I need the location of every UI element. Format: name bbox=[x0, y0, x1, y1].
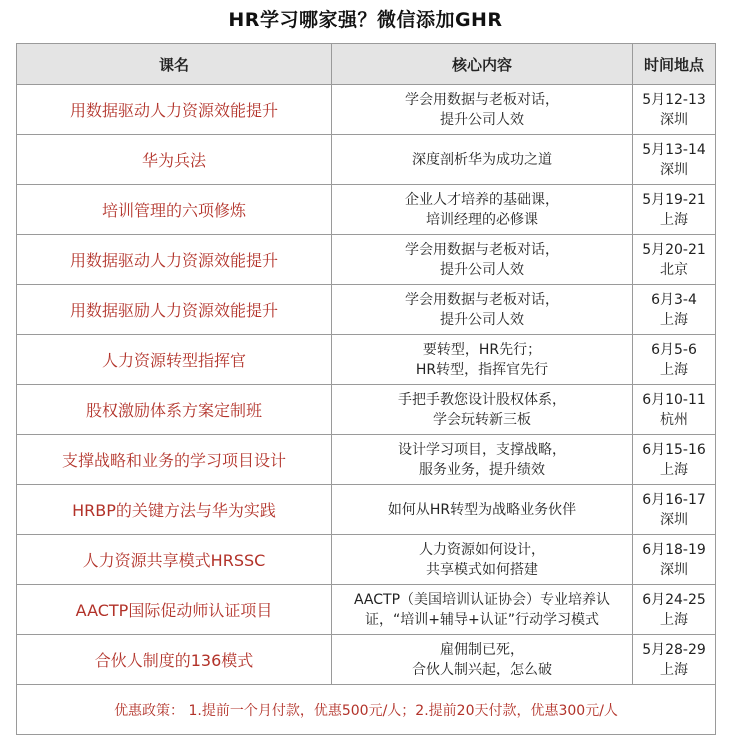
course-city: 上海 bbox=[660, 211, 688, 228]
course-city: 深圳 bbox=[660, 161, 688, 178]
course-city: 深圳 bbox=[660, 561, 688, 578]
course-content bbox=[332, 135, 633, 185]
course-content bbox=[332, 435, 633, 485]
page-title: HR学习哪家强？微信添加GHR bbox=[228, 9, 503, 31]
header-course: 课名 bbox=[17, 44, 332, 85]
course-content-line: 培训经理的必修课 bbox=[426, 211, 538, 228]
course-date: 6月15-16 bbox=[642, 441, 706, 458]
course-name: 用数据驱动人力资源效能提升 bbox=[17, 85, 332, 135]
table-header-row bbox=[17, 44, 716, 85]
course-time-place bbox=[633, 235, 716, 285]
table-row bbox=[17, 135, 716, 185]
course-content-line: 设计学习项目，支撑战略， bbox=[398, 441, 566, 458]
header-time-place: 时间地点 bbox=[633, 44, 716, 85]
table-row bbox=[17, 385, 716, 435]
course-content-line: 深度剖析华为成功之道 bbox=[412, 151, 552, 168]
table-row bbox=[17, 85, 716, 135]
course-name: 培训管理的六项修炼 bbox=[17, 185, 332, 235]
course-content-line: 服务业务，提升绩效 bbox=[419, 461, 545, 478]
course-content-line: 学会用数据与老板对话， bbox=[405, 91, 559, 108]
course-time-place bbox=[633, 485, 716, 535]
course-content bbox=[332, 85, 633, 135]
course-content bbox=[332, 485, 633, 535]
course-city: 上海 bbox=[660, 311, 688, 328]
course-name: 支撑战略和业务的学习项目设计 bbox=[17, 435, 332, 485]
course-time-place bbox=[633, 435, 716, 485]
course-date: 6月16-17 bbox=[642, 491, 706, 508]
course-table bbox=[16, 43, 716, 735]
table-row bbox=[17, 535, 716, 585]
table-row bbox=[17, 185, 716, 235]
course-date: 5月19-21 bbox=[642, 191, 706, 208]
discount-policy: 优惠政策： 1.提前一个月付款，优惠500元/人；2.提前20天付款，优惠300元/人 bbox=[17, 685, 716, 735]
course-content-line: 要转型，HR先行； bbox=[422, 341, 542, 358]
course-content bbox=[332, 335, 633, 385]
course-date: 5月20-21 bbox=[642, 241, 706, 258]
course-city: 上海 bbox=[660, 361, 688, 378]
course-content-line: HR转型，指挥官先行 bbox=[415, 361, 549, 378]
course-time-place bbox=[633, 185, 716, 235]
course-content-line: 提升公司人效 bbox=[440, 311, 524, 328]
table-row bbox=[17, 485, 716, 535]
course-time-place bbox=[633, 535, 716, 585]
table-row bbox=[17, 585, 716, 635]
course-time-place bbox=[633, 385, 716, 435]
course-name: 人力资源转型指挥官 bbox=[17, 335, 332, 385]
course-date: 6月10-11 bbox=[642, 391, 706, 408]
course-content-line: 提升公司人效 bbox=[440, 111, 524, 128]
course-content bbox=[332, 185, 633, 235]
course-name: 华为兵法 bbox=[17, 135, 332, 185]
course-date: 5月12-13 bbox=[642, 91, 706, 108]
course-content bbox=[332, 635, 633, 685]
course-content-line: 共享模式如何搭建 bbox=[426, 561, 538, 578]
course-content-line: 提升公司人效 bbox=[440, 261, 524, 278]
course-content-line: 学会用数据与老板对话， bbox=[405, 241, 559, 258]
course-city: 北京 bbox=[660, 261, 688, 278]
course-content-line: 学会用数据与老板对话， bbox=[405, 291, 559, 308]
course-name: 合伙人制度的136模式 bbox=[17, 635, 332, 685]
table-row bbox=[17, 435, 716, 485]
course-date: 6月3-4 bbox=[651, 291, 697, 308]
course-time-place bbox=[633, 635, 716, 685]
course-time-place bbox=[633, 85, 716, 135]
course-content-line: 手把手教您设计股权体系， bbox=[398, 391, 566, 408]
course-city: 上海 bbox=[660, 611, 688, 628]
course-city: 上海 bbox=[660, 461, 688, 478]
course-content bbox=[332, 285, 633, 335]
course-time-place bbox=[633, 585, 716, 635]
course-city: 上海 bbox=[660, 661, 688, 678]
course-city: 深圳 bbox=[660, 511, 688, 528]
course-name: HRBP的关键方法与华为实践 bbox=[17, 485, 332, 535]
course-date: 6月18-19 bbox=[642, 541, 706, 558]
course-name: 用数据驱动人力资源效能提升 bbox=[17, 235, 332, 285]
course-content-line: 企业人才培养的基础课， bbox=[405, 191, 559, 208]
course-content bbox=[332, 235, 633, 285]
course-date: 6月5-6 bbox=[651, 341, 697, 358]
course-time-place bbox=[633, 335, 716, 385]
course-city: 深圳 bbox=[660, 111, 688, 128]
course-name: 用数据驱励人力资源效能提升 bbox=[17, 285, 332, 335]
course-content-line: AACTP（美国培训认证协会）专业培养认 bbox=[353, 591, 611, 608]
header-content: 核心内容 bbox=[332, 44, 633, 85]
course-content-line: 学会玩转新三板 bbox=[433, 411, 531, 428]
course-time-place bbox=[633, 285, 716, 335]
course-content-line: 人力资源如何设计， bbox=[419, 541, 545, 558]
course-content bbox=[332, 385, 633, 435]
course-date: 5月13-14 bbox=[642, 141, 706, 158]
policy-row bbox=[17, 685, 716, 735]
course-content-line: 合伙人制兴起，怎么破 bbox=[412, 661, 552, 678]
course-name: AACTP国际促动师认证项目 bbox=[17, 585, 332, 635]
course-content-line: 雇佣制已死， bbox=[440, 641, 524, 658]
course-name: 人力资源共享模式HRSSC bbox=[17, 535, 332, 585]
course-content bbox=[332, 535, 633, 585]
course-time-place bbox=[633, 135, 716, 185]
table-row bbox=[17, 285, 716, 335]
course-content-line: 证，“培训+辅导+认证”行动学习模式 bbox=[365, 611, 599, 628]
course-city: 杭州 bbox=[660, 411, 688, 428]
course-content bbox=[332, 585, 633, 635]
course-date: 5月28-29 bbox=[642, 641, 706, 658]
course-name: 股权激励体系方案定制班 bbox=[17, 385, 332, 435]
table-row bbox=[17, 635, 716, 685]
table-row bbox=[17, 335, 716, 385]
table-row bbox=[17, 235, 716, 285]
course-content-line: 如何从HR转型为战略业务伙伴 bbox=[387, 501, 577, 518]
course-date: 6月24-25 bbox=[642, 591, 706, 608]
